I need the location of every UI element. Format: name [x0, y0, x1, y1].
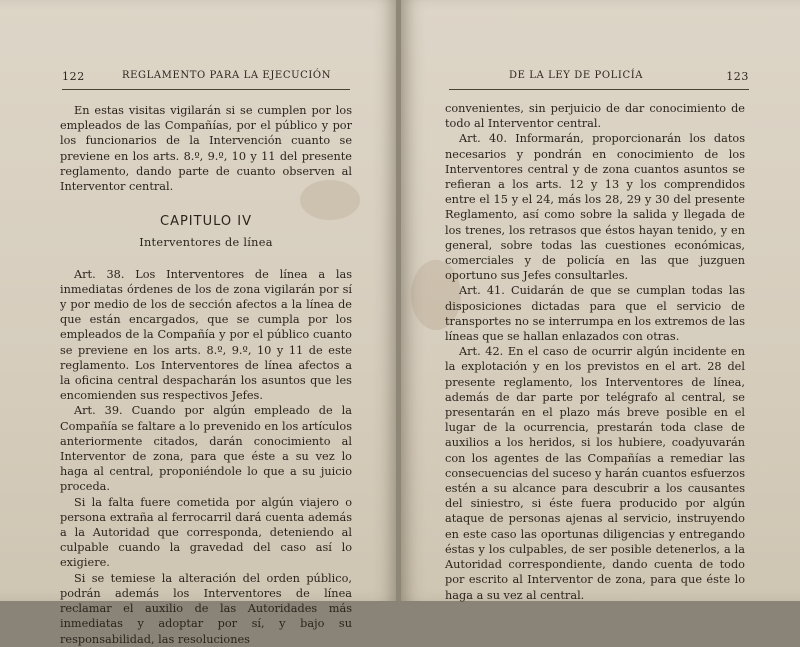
- right-running-head: [449, 70, 749, 86]
- article-41: Art. 41. Cuidarán de que se cumplan todas las disposiciones dictadas para que el servicio de transportes no se interrumpa en los extremos de las líneas que se hallan enlazados con otras.: [445, 284, 745, 344]
- left-running-head: [62, 70, 350, 86]
- left-page-number: 122: [62, 70, 85, 83]
- left-body: [60, 103, 352, 647]
- paragraph-temiese: Si se temiese la alteración del orden público, podrán además los Interventores de línea reclamar el auxilio de las Autoridades más inmediatas y adoptar por sí, y bajo su responsabilidad, las resoluciones: [60, 571, 352, 646]
- article-40: Art. 40. Informarán, proporcionarán los datos necesarios y pondrán en conocimiento de los Interventores central y de zona cuantos asuntos se refieran a los arts. 12 y 13 y los comprendidos entre el 15 y el 24, más los 28, 29 y 30 del presente Reglamento, así como sobre la salida y llegada de los trenes, los retrasos que éstos hayan tenido, y en general, sobre todas las cuestiones económicas, comerciales y de policía en las que juzguen oportuno sus Jefes consultarles.: [445, 132, 745, 283]
- article-38: Art. 38. Los Interventores de línea a las inmediatas órdenes de los de zona vigilarán por sí y por medio de los de sección afectos a la línea de que están encargados, que se cumpla por los empleados de la Compañía y por el público cuanto se previene en los arts. 8.º, 9.º, 10 y 11 de este reglamento. Los Interventores de línea afectos a la oficina central despacharán los asuntos que les encomienden sus respectivos Jefes.: [60, 267, 352, 403]
- right-header-rule: [449, 89, 749, 90]
- chapter-heading: CAPITULO IV: [160, 214, 252, 230]
- article-42: Art. 42. En el caso de ocurrir algún incidente en la explotación y en los previstos en el art. 28 del presente reglamento, los Interventores de línea, además de dar parte por telégrafo al central, se presentarán en el plazo más breve posible en el lugar de la ocurrencia, prestarán toda clase de auxilios a los heridos, si los hubiere, coadyuvarán con los agentes de las Compañías a remediar las consecuencias del suceso y harán cuantos esfuerzos estén a su alcance para descubrir a los causantes del siniestro, si éste fuera producido por algún ataque de personas ajenas al servicio, instruyendo en este caso las oportunas diligencias y entregando éstas y los culpables, de ser posible detenerlos, a la Autoridad correspondiente, dando cuenta de todo por escrito al Interventor de zona, para que éste lo haga a su vez al central.: [445, 345, 745, 602]
- right-page-number: 123: [726, 70, 749, 83]
- left-header-rule: [62, 89, 350, 90]
- section-subtitle: Interventores de línea: [139, 236, 273, 250]
- paragraph-falta: Si la falta fuere cometida por algún viajero o persona extraña al ferrocarril dará cuenta además a la Autoridad que corresponda, deteniendo al culpable cuando la gravedad del caso así lo exigiere.: [60, 495, 352, 570]
- paragraph-continued: convenientes, sin perjuicio de dar conocimiento de todo al Interventor central.: [445, 102, 745, 131]
- right-body: [445, 101, 745, 603]
- right-header-title: DE LA LEY DE POLICÍA: [509, 70, 644, 81]
- left-page: [0, 0, 397, 646]
- left-header-title: REGLAMENTO PARA LA EJECUCIÓN: [122, 70, 332, 81]
- paragraph-intro: En estas visitas vigilarán si se cumplen por los empleados de las Compañías, por el público y por los funcionarios de la Intervención cuanto se previene en los arts. 8.º, 9.º, 10 y 11 del presente reglamento, dando parte de cuanto observen al Interventor central.: [60, 104, 352, 194]
- article-39: Art. 39. Cuando por algún empleado de la Compañía se faltare a lo prevenido en los artículos anteriormente citados, darán conocimiento al Interventor de zona, para que éste a su vez lo haga al central, proponiéndole lo que a su juicio proceda.: [60, 404, 352, 494]
- right-page: [401, 0, 800, 601]
